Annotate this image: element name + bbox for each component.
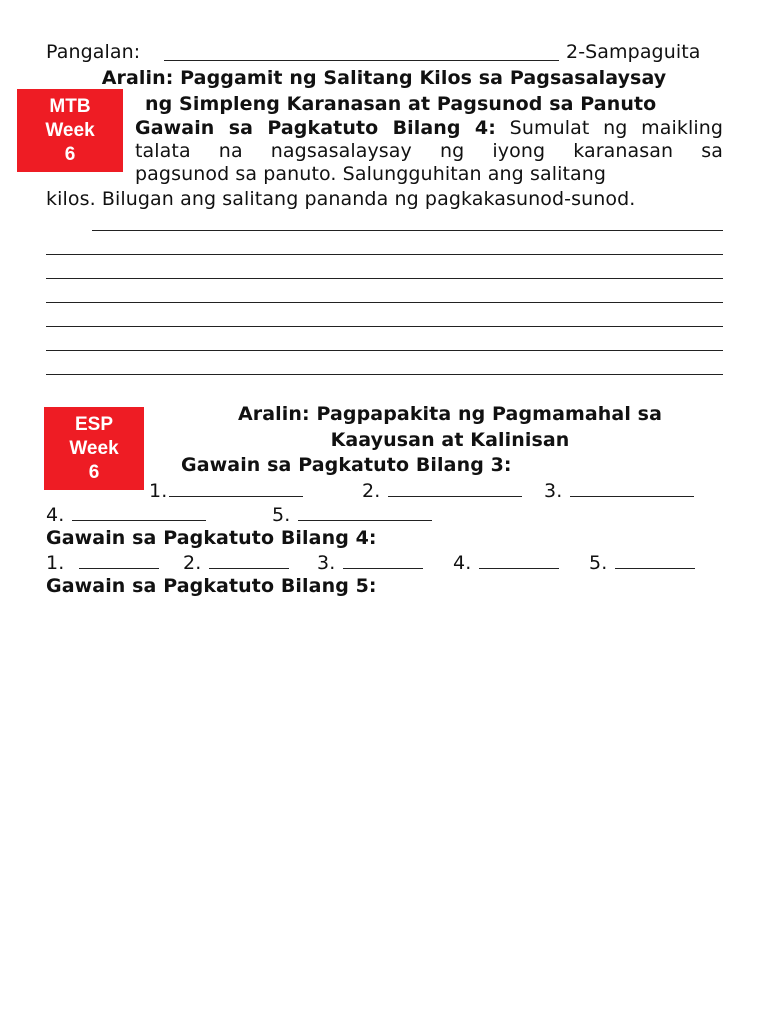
activity3-item-4[interactable]: [46, 502, 206, 527]
item-number: 5.: [589, 552, 608, 574]
answer-blank[interactable]: [388, 478, 522, 497]
badge-number: 6: [88, 461, 100, 483]
answer-blank[interactable]: [169, 478, 303, 497]
mtb-instruction-line1: [135, 116, 723, 140]
answer-blank[interactable]: [479, 550, 559, 569]
writing-line[interactable]: [46, 254, 723, 255]
answer-blank[interactable]: [79, 550, 159, 569]
item-number: 1.: [149, 480, 168, 502]
answer-blank[interactable]: [72, 502, 206, 521]
writing-line[interactable]: [92, 230, 723, 231]
badge-week: Week: [45, 119, 95, 141]
mtb-instruction-line3: pagsunod sa panuto. Salungguhitan ang salitang: [135, 163, 607, 185]
item-number: 1.: [46, 552, 65, 574]
writing-line[interactable]: [46, 302, 723, 303]
esp-activity5-title: Gawain sa Pagkatuto Bilang 5:: [46, 575, 377, 597]
activity4-item-3[interactable]: [317, 550, 423, 575]
answer-blank[interactable]: [570, 478, 694, 497]
esp-lesson-line2: Kaayusan at Kalinisan: [330, 429, 570, 451]
item-number: 2.: [183, 552, 202, 574]
activity4-item-2[interactable]: [183, 550, 289, 575]
badge-number: 6: [64, 143, 76, 165]
esp-activity4-title: Gawain sa Pagkatuto Bilang 4:: [46, 527, 377, 549]
esp-activity3-title: Gawain sa Pagkatuto Bilang 3:: [181, 454, 512, 476]
writing-line[interactable]: [46, 374, 723, 375]
badge-subject: ESP: [74, 413, 114, 435]
activity3-item-1[interactable]: [149, 478, 303, 503]
activity3-item-2[interactable]: [362, 478, 522, 503]
item-number: 3.: [544, 480, 563, 502]
esp-lesson-line1: Aralin: Pagpapakita ng Pagmamahal sa: [237, 403, 663, 425]
mtb-week-badge: [17, 89, 123, 172]
section-label: 2-Sampaguita: [566, 41, 701, 63]
mtb-instruction-part1: Sumulat ng maikling: [509, 117, 724, 139]
writing-line[interactable]: [46, 326, 723, 327]
answer-blank[interactable]: [343, 550, 423, 569]
esp-week-badge: [44, 407, 144, 490]
activity4-item-4[interactable]: [453, 550, 559, 575]
answer-blank[interactable]: [615, 550, 695, 569]
activity4-item-5[interactable]: [589, 550, 695, 575]
activity4-item-1[interactable]: [46, 550, 159, 575]
writing-line[interactable]: [46, 350, 723, 351]
badge-subject: MTB: [49, 95, 91, 117]
name-label: Pangalan:: [46, 41, 141, 63]
mtb-activity-title: Gawain sa Pagkatuto Bilang 4:: [135, 117, 496, 139]
mtb-lesson-line1: Aralin: Paggamit ng Salitang Kilos sa Pagsasalaysay: [101, 67, 667, 89]
mtb-instruction-line2: talata na nagsasalaysay ng iyong karanasan sa: [135, 140, 723, 162]
activity3-item-5[interactable]: [272, 502, 432, 527]
mtb-instruction-line4: kilos. Bilugan ang salitang pananda ng pagkakasunod-sunod.: [46, 188, 636, 210]
item-number: 4.: [46, 504, 65, 526]
name-blank[interactable]: [164, 60, 559, 61]
answer-blank[interactable]: [298, 502, 432, 521]
answer-blank[interactable]: [209, 550, 289, 569]
item-number: 5.: [272, 504, 291, 526]
writing-line[interactable]: [46, 278, 723, 279]
item-number: 3.: [317, 552, 336, 574]
mtb-lesson-line2: ng Simpleng Karanasan at Pagsunod sa Panuto: [145, 93, 657, 115]
badge-week: Week: [69, 437, 119, 459]
item-number: 4.: [453, 552, 472, 574]
activity3-item-3[interactable]: [544, 478, 694, 503]
item-number: 2.: [362, 480, 381, 502]
